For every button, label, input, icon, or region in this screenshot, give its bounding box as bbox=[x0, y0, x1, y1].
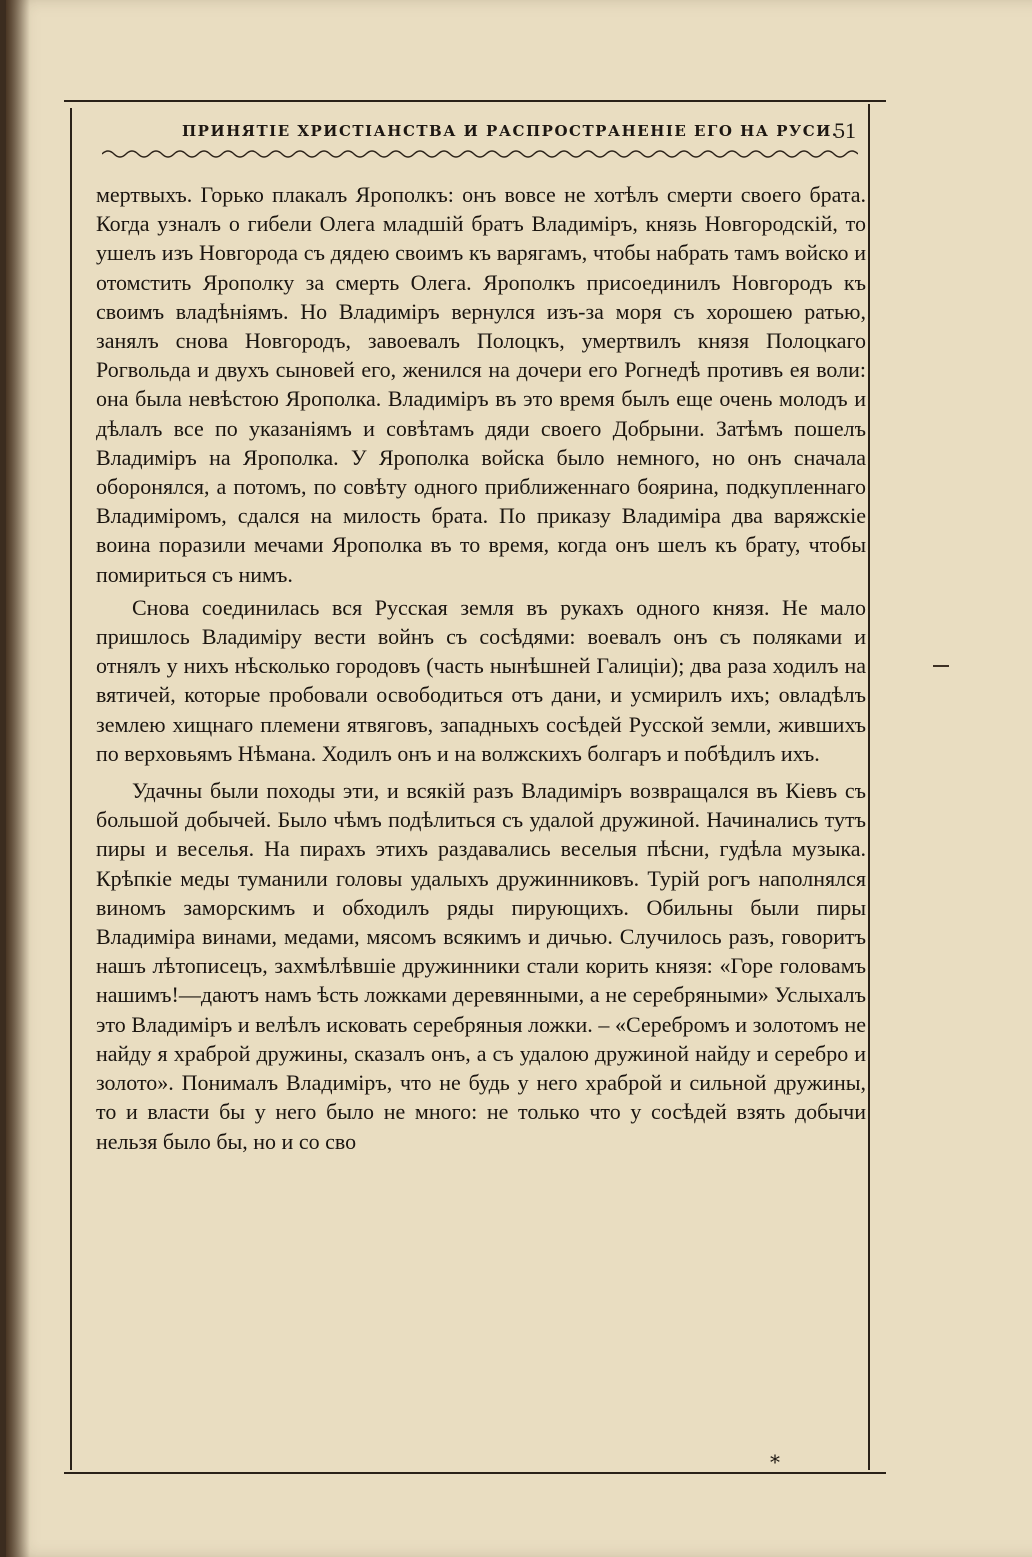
page-header bbox=[106, 118, 866, 150]
paragraph-2: Снова соединилась вся Русская земля въ рукахъ одного князя. Не мало пришлось Владиміру вести войнъ съ сосѣдями: воевалъ онъ съ поляками и отнялъ у нихъ нѣсколько городовъ (часть нынѣшней Галиціи); два раза ходилъ на вятичей, которые пробовали освободиться отъ дани, и усмирилъ ихъ; овладѣлъ землею хищнаго племени ятвяговъ, западныхъ сосѣдей Русской земли, жившихъ по верховьямъ Нѣмана. Ходилъ онъ и на волжскихъ болгаръ и побѣдилъ ихъ. bbox=[96, 594, 866, 766]
frame-left-rule bbox=[70, 108, 72, 1470]
paragraph-3: Удачны были походы эти, и всякій разъ Владиміръ возвращался въ Кіевъ съ большой добычей. Было чѣмъ подѣлиться съ удалой дружиной. Начинались тутъ пиры и веселья. На пирахъ этихъ раздавались веселыя пѣсни, гудѣла музыка. Крѣпкіе меды туманили головы удалыхъ дружинниковъ. Турій рогъ наполнялся виномъ заморскимъ и обходилъ ряды пирующихъ. Обильны были пиры Владиміра винами, медами, мясомъ всякимъ и дичью. Случилось разъ, говоритъ нашъ лѣтописецъ, захмѣлѣвшіе дружинники стали корить князя: «Горе головамъ нашимъ!—даютъ намъ ѣсть ложками деревянными, а не серебряными» Услыхалъ это Владиміръ и велѣлъ исковать серебряныя ложки. – «Серебромъ и золотомъ не найду я храброй дружины, сказалъ онъ, а съ удалою дружиной найду и серебро и золото». Понималъ Владиміръ, что не будь у него храброй и сильной дружины, то и власти бы у него было не много: не только что у сосѣдей взять добычи нельзя было бы, но и со сво bbox=[96, 778, 866, 1154]
margin-mark bbox=[933, 665, 949, 667]
signature-mark: * bbox=[770, 1450, 780, 1474]
paragraph-1: мертвыхъ. Горько плакалъ Ярополкъ: онъ вовсе не хотѣлъ смерти своего брата. Когда узналъ о гибели Олега младшій братъ Владиміръ, князь Новгородскій, то ушелъ изъ Новгорода съ дядею своимъ къ варягамъ, чтобы набрать тамъ войско и отомстить Ярополку за смерть Олега. Ярополкъ присоединилъ Новгородъ къ своимъ владѣніямъ. Но Владиміръ вернулся изъ-за моря съ хорошею ратью, занялъ снова Новгородъ, завоевалъ Полоцкъ, умертвилъ князя Полоцкаго Рогвольда и двухъ сыновей его, женился на дочери его Рогнедѣ противъ ея воли: она была невѣстою Ярополка. Владиміръ въ это время былъ еще очень молодъ и дѣлалъ все по указаніямъ и совѣтамъ дяди своего Добрыни. Затѣмъ пошелъ Владиміръ на Ярополка. У Ярополка войска было немного, но онъ сначала оборонялся, а потомъ, по совѣту одного приближеннаго боярина, подкупленнаго Владиміромъ, сдался на милость брата. По приказу Владиміра два варяжскіе воина поразили мечами Ярополка въ то время, когда онъ шелъ къ брату, чтобы помириться съ нимъ. bbox=[96, 182, 866, 587]
running-title: ПРИНЯТІЕ ХРИСТІАНСТВА И РАСПРОСТРАНЕНІЕ ЕГО НА РУСИ. bbox=[182, 122, 839, 140]
frame-right-rule bbox=[868, 104, 870, 1470]
book-page bbox=[6, 0, 1032, 1557]
page-number: 51 bbox=[834, 118, 856, 143]
header-ornament-rule bbox=[102, 148, 858, 160]
body-text bbox=[96, 180, 866, 1156]
binding-shadow bbox=[6, 0, 30, 1557]
